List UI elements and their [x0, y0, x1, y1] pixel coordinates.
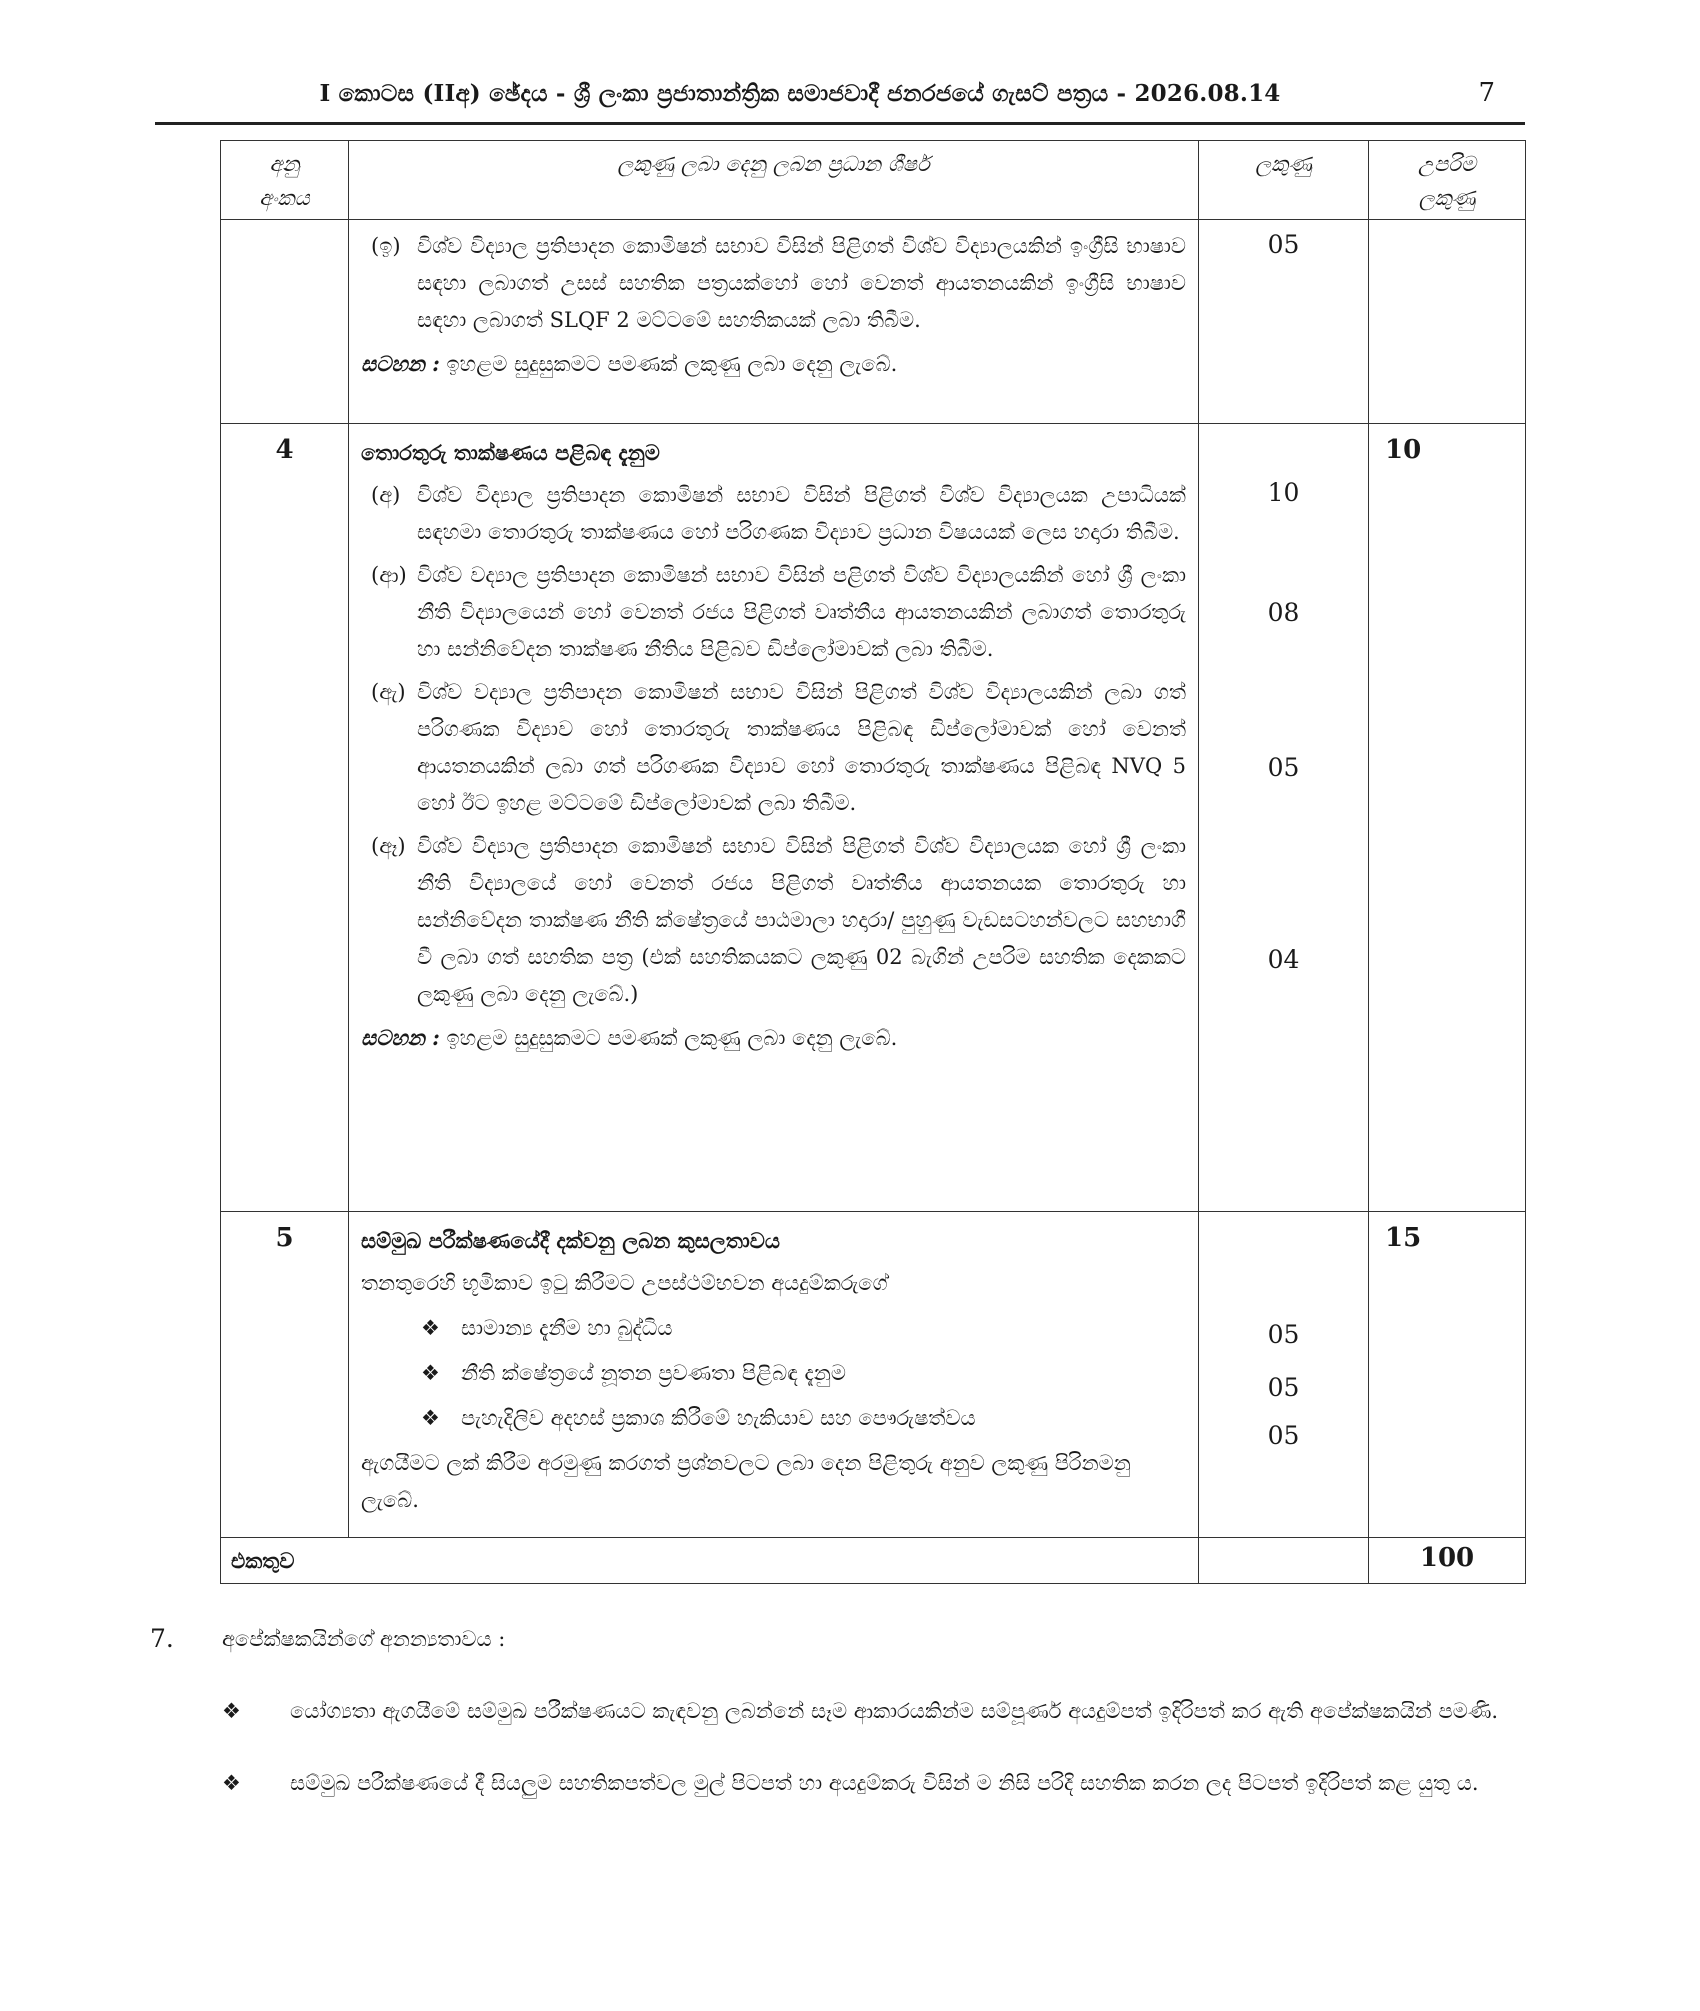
total-label: එකතුව [221, 1538, 1199, 1584]
list-item: ❖ පැහැදිලිව අදහස් ප්‍රකාශ කිරීමේ හැකියාව සහ පෞරුෂත්වය [421, 1400, 1186, 1437]
item-marks: 04 [1267, 945, 1300, 974]
section-7 [150, 1620, 1530, 1802]
table-row-3-cont [221, 220, 1526, 424]
topic-title: සම්මුඛ පරීක්ෂණයේදී දක්වනු ලබන කුසලතාවය [361, 1228, 780, 1253]
list-item: ❖ නීති ක්ෂේත්‍රයේ නූතන ප්‍රවණතා පිළිබඳ දැනුම [421, 1355, 1186, 1392]
item-marks: 08 [1267, 598, 1300, 627]
table-header-row [221, 141, 1526, 220]
section-number: 7. [150, 1624, 174, 1653]
header-title: I කොටස (IIඅ) ඡේදය - ශ්‍රී ලංකා ප්‍රජාතාන්ත්‍රික සමාජවාදී ජනරජයේ ගැසට් පත්‍රය - 2026.08.14 [319, 80, 1281, 107]
intro-text: තනතුරෙහි භූමිකාව ඉටු කිරීමට උපස්ථම්භවන අයදුම්කරුගේ [361, 1271, 888, 1295]
list-item: ❖ යෝග්‍යතා ඇගයීමේ සම්මුඛ පරීක්ෂණයට කැඳවනු ලබන්නේ සෑම ආකාරයකින්ම සම්පූර්ණ අයදුම්පත් ඉදිරිපත් කර ඇති අපේක්ෂකයින් පමණි. [222, 1692, 1530, 1730]
sub-item-label: (ඉ) [371, 234, 401, 258]
marks-cell [1199, 424, 1369, 1212]
section-heading [150, 1620, 1530, 1658]
page-number: 7 [1478, 78, 1495, 108]
sub-item: (අ) විශ්ව විද්‍යාල ප්‍රතිපාදන කොමිෂන් සභාව විසින් පිළිගත් විශ්ව විද්‍යාලයක උපාධියක් සඳහමා තොරතුරු තාක්ෂණය හෝ පරිගණක විද්‍යාව ප්‍රධාන විෂයයක් ලෙස හදාරා තිබීම. [371, 483, 1186, 544]
header-max: උපරිම ලකුණු [1369, 141, 1526, 220]
bullet-icon: ❖ [222, 1699, 241, 1723]
marks-table [220, 140, 1526, 1584]
note [361, 345, 1186, 383]
section-title: අපේක්ෂකයින්ගේ අනන්‍යතාවය : [222, 1627, 506, 1651]
table-row-5 [221, 1212, 1526, 1538]
note-text: ඉහළම සුදුසුකමට පමණක් ලකුණු ලබා දෙනු ලැබේ. [446, 1026, 898, 1050]
header-marks: ලකුණු [1199, 141, 1369, 220]
item-marks: 05 [1267, 753, 1300, 782]
marks-cell [1199, 1212, 1369, 1538]
max-marks: 15 [1369, 1212, 1526, 1538]
marks-cell [1199, 220, 1369, 424]
sub-item: (ආ) විශ්ව වද්‍යාල ප්‍රතිපාදන කොමිෂන් සභාව විසින් පළිගත් විශ්ව විද්‍යාලයකින් හෝ ශ්‍රී ලංකා නීති විද්‍යාලයෙන් හෝ වෙනත් රජය පිළිගත් වෘත්තීය ආයතනයකින් ලබාගත් තොරතුරු හා සන්නිවේදන තාක්ෂණ නීතිය පිළිබව ඩිප්ලෝමාවක් ලබා තිබීම. [371, 563, 1186, 661]
max-cell [1369, 220, 1526, 424]
total-marks-empty [1199, 1538, 1369, 1584]
total-row [221, 1538, 1526, 1584]
header-serial: අනු අංකය [221, 141, 349, 220]
topic-cell [349, 220, 1199, 424]
item-marks: 10 [1267, 478, 1300, 507]
topic-cell [349, 1212, 1199, 1538]
note-label: සටහන : [361, 351, 440, 376]
bullet-icon: ❖ [421, 1316, 440, 1340]
bullet-icon: ❖ [222, 1771, 241, 1795]
item-marks: 05 [1267, 230, 1300, 259]
topic-title: තොරතුරු තාක්ෂණය පළිබඳ දැනුම [361, 440, 660, 465]
row-number: 4 [221, 424, 349, 1212]
note [361, 1019, 1186, 1057]
bullet-icon: ❖ [421, 1406, 440, 1430]
note-text: ඉහළම සුදුසුකමට පමණක් ලකුණු ලබා දෙනු ලැබේ. [446, 352, 898, 376]
item-marks: 05 [1267, 1320, 1300, 1349]
sub-item: (ඇ) විශ්ව වද්‍යාල ප්‍රතිපාදන කොමිෂන් සභාව විසින් පිළිගත් විශ්ව විද්‍යාලයකින් ලබා ගත් පරිගණක විද්‍යාව හෝ තොරතුරු තාක්ෂණය පිළිබඳ ඩිප්ලෝමාවක් හෝ වෙනත් ආයතනයකින් ලබා ගත් පරිගණක විද්‍යාව හෝ තොරතුරු තාක්ෂණය පිළිබඳ NVQ 5 හෝ ඊට ඉහළ මට්ටමේ ඩිප්ලෝමාවක් ලබා තිබීම. [371, 680, 1186, 815]
item-marks: 05 [1267, 1421, 1300, 1450]
sub-item: (ඈ) විශ්ව විද්‍යාල ප්‍රතිපාදන කොමිෂන් සභාව විසින් පිළිගත් විශ්ව විද්‍යාලයක හෝ ශ්‍රී ලංකා නීති විද්‍යාලයේ හෝ වෙනත් රජය පිළිගත් වෘත්තීය ආයතනයක තොරතුරු හා සන්නිවේදන තාක්ෂණ නීති ක්ෂේත්‍රයේ පාඨමාලා හදාරා/ පුහුණු වැඩසටහන්වලට සහභාගී වී ලබා ගත් සහතික පත්‍ර (එක් සහතිකයකට ලකුණු 02 බැගින් උපරිම සහතික දෙකකට ලකුණු ලබා දෙනු ලැබේ.) [371, 834, 1186, 1006]
topic-cell [349, 424, 1199, 1212]
item-marks: 05 [1267, 1373, 1300, 1402]
header-topic: ලකුණු ලබා දෙනු ලබන ප්‍රධාන ශීර්ෂ [349, 141, 1199, 220]
row-number: 5 [221, 1212, 349, 1538]
list-item: ❖ සාමාන්‍ය දැනීම හා බුද්ධිය [421, 1310, 1186, 1347]
bullet-icon: ❖ [421, 1361, 440, 1385]
sub-item [361, 228, 1186, 339]
sub-item-text: විශ්ව විද්‍යාල ප්‍රතිපාදන කොමිෂන් සභාව විසින් පිළිගත් විශ්ව විද්‍යාලයකින් ඉංග්‍රීසි භාෂාව සඳහා ලබාගත් උසස් සහතික පත්‍රයක්හෝ හෝ වෙනත් ආයතනයකින් ඉංග්‍රීසි භාෂාව සඳහා ලබාගත් SLQF 2 මට්ටමේ සහතිකයක් ලබා තිබීම. [417, 234, 1186, 332]
list-item: ❖ සම්මුඛ පරීක්ෂණයේ දී සියලුම සහතිකපත්වල මුල් පිටපත් හා අයදුම්කරු විසින් ම නිසි පරිදි සහතික කරන ලද පිටපත් ඉදිරිපත් කළ යුතු ය. [222, 1764, 1530, 1802]
note-label: සටහන : [361, 1025, 440, 1050]
total-value: 100 [1369, 1538, 1526, 1584]
max-marks: 10 [1369, 424, 1526, 1212]
table-row-4 [221, 424, 1526, 1212]
outro-text: ඇගයීමට ලක් කිරීම අරමුණු කරගත් ප්‍රශ්නවලට ලබා දෙන පිළිතුරු අනුව ලකුණු පිරිනමනු ලැබේ. [361, 1451, 1131, 1512]
gazette-header [155, 78, 1525, 125]
serial-cell [221, 220, 349, 424]
